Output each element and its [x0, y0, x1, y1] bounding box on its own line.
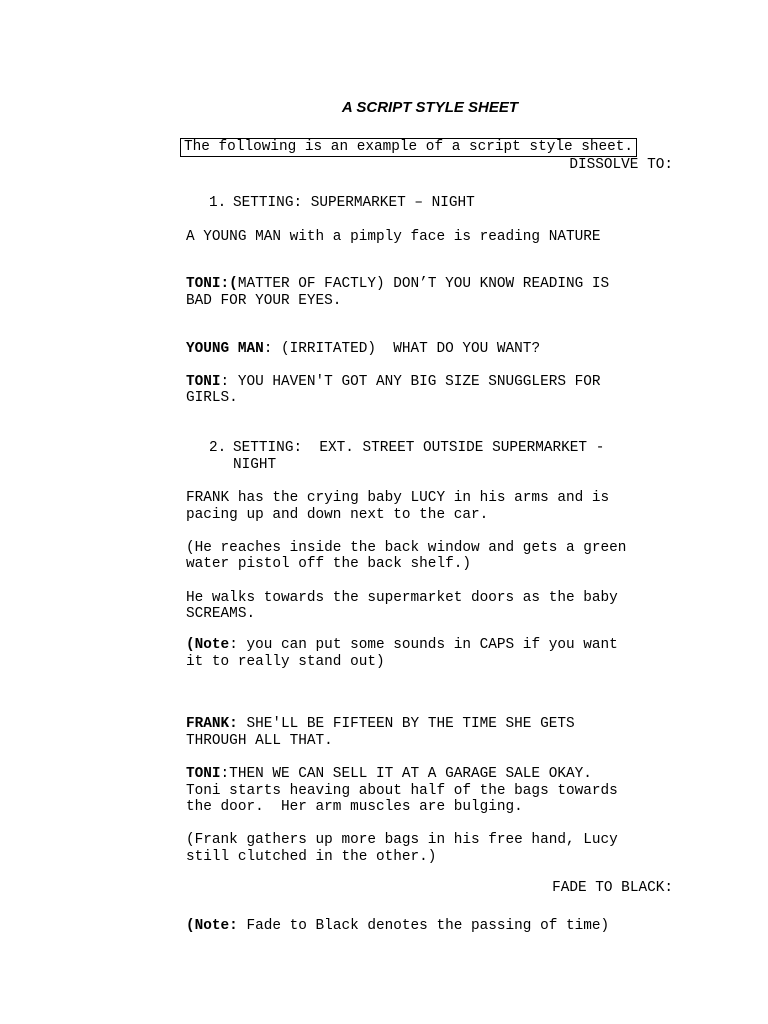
dialogue-3-line-1 — [186, 374, 601, 391]
speaker-toni: TONI:( — [186, 276, 238, 292]
dialogue-5-line-2: Toni starts heaving about half of the bags towards — [186, 783, 618, 799]
dialogue-3-text: : YOU HAVEN'T GOT ANY BIG SIZE SNUGGLERS FOR — [220, 374, 601, 390]
dialogue-5-line-3: the door. Her arm muscles are bulging. — [186, 799, 523, 815]
note-1-line-1 — [186, 637, 618, 654]
action-3-line-2: water pistol off the back shelf.) — [186, 556, 471, 572]
transition-fade-to-black: FADE TO BLACK: — [552, 880, 673, 896]
note-label: (Note — [186, 637, 230, 653]
action-2-line-2: pacing up and down next to the car. — [186, 507, 489, 523]
speaker-frank: FRANK: — [186, 716, 238, 732]
setting-1-number: 1. — [209, 195, 227, 211]
note-1-text: : you can put some sounds in CAPS if you want — [229, 637, 618, 653]
transition-dissolve: DISSOLVE TO: — [569, 157, 673, 173]
dialogue-3-line-2: GIRLS. — [186, 390, 238, 406]
dialogue-4-line-2: THROUGH ALL THAT. — [186, 733, 333, 749]
action-1: A YOUNG MAN with a pimply face is reading NATURE — [186, 229, 601, 245]
dialogue-4-line-1 — [186, 716, 575, 733]
dialogue-1-line-1 — [186, 276, 609, 293]
action-5-line-1: (Frank gathers up more bags in his free hand, Lucy — [186, 832, 618, 848]
dialogue-1-text: MATTER OF FACTLY) DON’T YOU KNOW READING IS — [237, 276, 610, 292]
setting-2-number: 2. — [209, 440, 227, 456]
action-5-line-2: still clutched in the other.) — [186, 849, 437, 865]
speaker-toni: TONI — [186, 766, 221, 782]
setting-2-heading-line-2: NIGHT — [233, 457, 277, 473]
dialogue-2 — [186, 341, 540, 358]
setting-2-heading-line-1: SETTING: EXT. STREET OUTSIDE SUPERMARKET - — [233, 440, 605, 456]
note-1-line-2: it to really stand out) — [186, 654, 385, 670]
note-label: (Note: — [186, 918, 238, 934]
speaker-young-man: YOUNG MAN — [186, 341, 264, 357]
dialogue-5-line-1 — [186, 766, 592, 783]
speaker-toni: TONI — [186, 374, 221, 390]
setting-1-heading: SETTING: SUPERMARKET – NIGHT — [233, 195, 475, 211]
action-4-line-1: He walks towards the supermarket doors as the baby — [186, 590, 618, 606]
dialogue-2-text: : (IRRITATED) WHAT DO YOU WANT? — [263, 341, 541, 357]
note-2 — [186, 918, 609, 935]
action-2-line-1: FRANK has the crying baby LUCY in his arms and is — [186, 490, 610, 506]
dialogue-4-text: SHE'LL BE FIFTEEN BY THE TIME SHE GETS — [237, 716, 575, 732]
document-title: A SCRIPT STYLE SHEET — [341, 99, 519, 116]
intro-box: The following is an example of a script style sheet. — [180, 138, 637, 157]
dialogue-5-text: :THEN WE CAN SELL IT AT A GARAGE SALE OKAY. — [220, 766, 592, 782]
action-4-line-2: SCREAMS. — [186, 606, 256, 622]
dialogue-1-line-2: BAD FOR YOUR EYES. — [186, 293, 342, 309]
note-2-text: Fade to Black denotes the passing of time) — [237, 918, 610, 934]
action-3-line-1: (He reaches inside the back window and gets a green — [186, 540, 627, 556]
